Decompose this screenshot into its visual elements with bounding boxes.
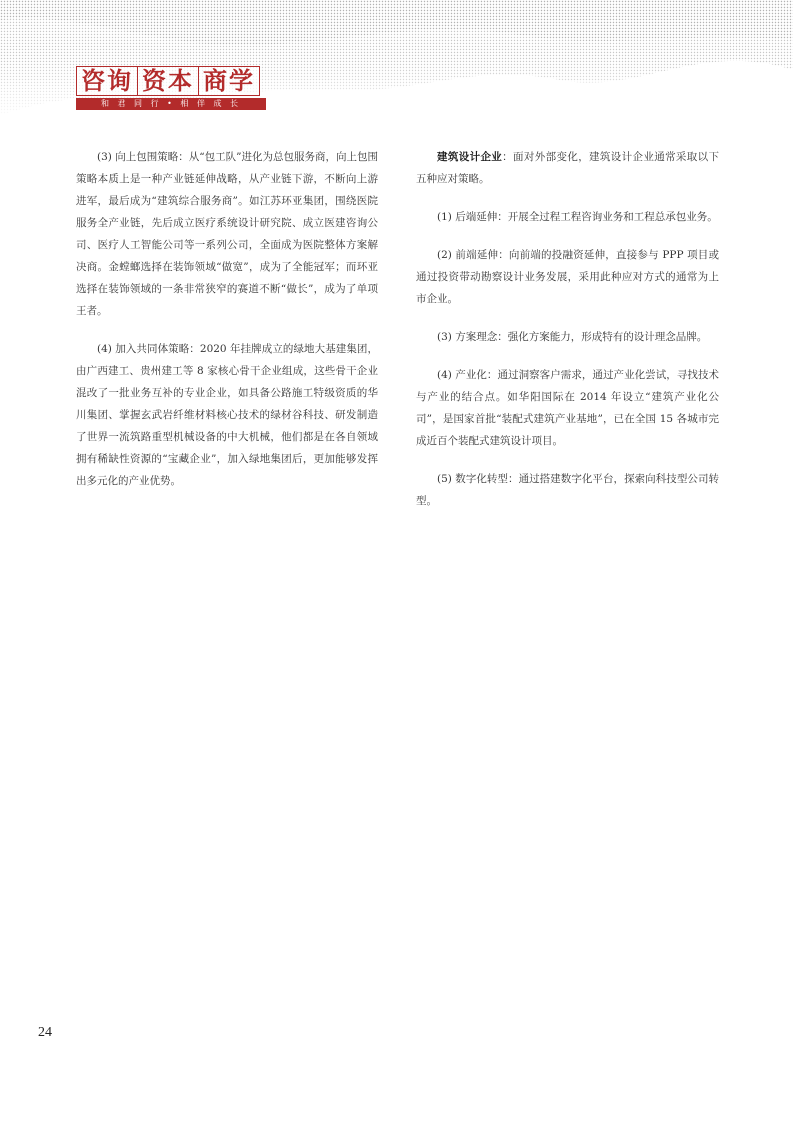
- design-intro-text: ：面对外部变化，建筑设计企业通常采取以下五种应对策略。: [416, 151, 720, 185]
- paragraph-community-strategy: (4) 加入共同体策略：2020 年挂牌成立的绿地大基建集团，由广西建工、贵州建工等 8 家核心骨干企业组成，这些骨干企业混改了一批业务互补的专业企业，如具备公路施工特级资质的华川集团、掌握玄武岩纤维材料核心技术的绿材谷科技、研发制造了世界一流筑路重型机械设备的中大机械，他们都是在各自领域拥有稀缺性资源的“宝藏企业”，加入绿地集团后，更加能够发挥出多元化的产业优势。: [76, 343, 378, 487]
- right-column: [416, 146, 719, 528]
- brand-word-2: 资本: [137, 66, 198, 96]
- paragraph-design-intro: [416, 146, 719, 190]
- paragraph-upward-strategy: (3) 向上包围策略：从“包工队”进化为总包服务商，向上包围策略本质上是一种产业链延伸战略，从产业链下游，不断向上游进军，最后成为“建筑综合服务商”。如江苏环亚集团，围绕医院服务全产业链，先后成立医疗系统设计研究院、成立医建咨询公司、医疗人工智能公司等一系列公司，全面成为医院整体方案解决商。金螳螂选择在装饰领域“做宽”，成为了全能冠军；而环亚选择在装饰领域的一条非常狭窄的赛道不断“做长”，成为了单项王者。: [76, 151, 378, 317]
- brand-logo: [76, 66, 266, 110]
- design-intro-lead: 建筑设计企业: [437, 151, 503, 163]
- page-number: 24: [38, 1025, 52, 1040]
- left-column: [76, 146, 378, 508]
- brand-word-3: 商学: [198, 66, 260, 96]
- paragraph-design-concept: (3) 方案理念：强化方案能力，形成特有的设计理念品牌。: [437, 331, 708, 343]
- paragraph-backend-extension: (1) 后端延伸：开展全过程工程咨询业务和工程总承包业务。: [437, 211, 718, 223]
- paragraph-frontend-extension: (2) 前端延伸：向前端的投融资延伸，直接参与 PPP 项目或通过投资带动勘察设计业务发展，采用此种应对方式的通常为上市企业。: [416, 249, 719, 305]
- brand-word-1: 咨询: [76, 66, 137, 96]
- paragraph-industrialization: (4) 产业化：通过洞察客户需求，通过产业化尝试，寻找技术与产业的结合点。如华阳国际在 2014 年设立“建筑产业化公司”，是国家首批“装配式建筑产业基地”，已在全国 15 各城市完成近百个装配式建筑设计项目。: [416, 369, 719, 447]
- paragraph-digital-transformation: (5) 数字化转型：通过搭建数字化平台，探索向科技型公司转型。: [416, 473, 719, 507]
- brand-slogan: 和 君 同 行 • 相 伴 成 长: [76, 98, 266, 110]
- brand-title: [76, 66, 266, 96]
